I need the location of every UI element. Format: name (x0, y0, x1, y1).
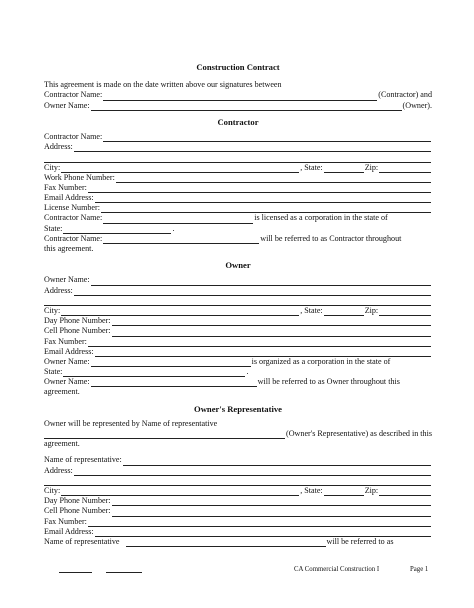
contractor-heading: Contractor (217, 116, 259, 127)
contractor-city-row (44, 163, 432, 173)
intro-contractor-suffix: (Contractor) and (378, 90, 432, 100)
owner-address-row-2 (44, 296, 432, 306)
contractor-refer-label: Contractor Name: (44, 233, 103, 243)
owner-address-field-2[interactable] (44, 297, 431, 306)
owner-corp-state-end: . (246, 367, 249, 377)
rep-intro-text: Owner will be represented by Name of representative (44, 418, 218, 428)
contract-body (44, 62, 432, 547)
contractor-license-field[interactable] (101, 204, 431, 213)
contractor-work-phone-row (44, 173, 432, 183)
owner-address-label: Address: (44, 285, 73, 295)
owner-zip-field[interactable] (379, 307, 431, 316)
rep-zip-label: Zip: (364, 485, 379, 495)
document-title: Construction Contract (196, 62, 280, 72)
initials-line-2[interactable] (106, 572, 142, 573)
owner-refer-label: Owner Name: (44, 377, 90, 387)
contractor-refer-end: this agreement. (44, 244, 94, 254)
owner-corp-name-label: Owner Name: (44, 356, 90, 366)
owner-zip-label: Zip: (364, 305, 379, 315)
contractor-address-row-2 (44, 152, 432, 162)
contractor-refer-end-row (44, 244, 432, 254)
contractor-zip-label: Zip: (364, 162, 379, 172)
rep-address-row (44, 466, 432, 476)
contractor-corp-text: is licensed as a corporation in the state of (254, 213, 388, 223)
contractor-work-phone-field[interactable] (116, 174, 431, 183)
intro-contractor-row (44, 90, 432, 100)
rep-refer-label: Name of representative (44, 536, 120, 546)
owner-city-label: City: (44, 305, 61, 315)
rep-email-field[interactable] (95, 528, 431, 537)
rep-email-label: Email Address: (44, 526, 94, 536)
contractor-city-label: City: (44, 162, 61, 172)
footer-doc-name: CA Commercial Construction I (294, 566, 380, 573)
owner-city-field[interactable] (61, 307, 299, 316)
rep-name-row (44, 455, 432, 465)
owner-name-label: Owner Name: (44, 275, 90, 285)
rep-fax-label: Fax Number: (44, 516, 87, 526)
owner-email-field[interactable] (95, 348, 431, 357)
contractor-email-row (44, 193, 432, 203)
contractor-name-field[interactable] (103, 133, 431, 142)
initials-line-1[interactable] (59, 572, 92, 573)
rep-name-label: Name of representative: (44, 455, 122, 465)
contractor-corp-state-end: . (172, 223, 175, 233)
contractor-state-field[interactable] (324, 164, 364, 173)
rep-city-label: City: (44, 485, 61, 495)
owner-fax-field[interactable] (88, 338, 431, 347)
owner-fax-label: Fax Number: (44, 336, 87, 346)
rep-fax-row (44, 517, 432, 527)
rep-intro-row (44, 419, 432, 429)
rep-name-field[interactable] (123, 457, 431, 466)
rep-address-label: Address: (44, 465, 73, 475)
owner-day-phone-row (44, 316, 432, 326)
owner-refer-text: will be referred to as Owner throughout this (257, 377, 400, 387)
contractor-name-label: Contractor Name: (44, 131, 103, 141)
contractor-work-phone-label: Work Phone Number: (44, 172, 115, 182)
owner-day-phone-field[interactable] (112, 317, 431, 326)
rep-day-phone-row (44, 496, 432, 506)
contractor-corp-name-field[interactable] (103, 215, 253, 224)
contractor-email-label: Email Address: (44, 193, 94, 203)
contractor-corp-state-row (44, 224, 432, 234)
owner-corp-name-field[interactable] (91, 358, 251, 367)
owner-cell-phone-field[interactable] (112, 328, 431, 337)
rep-city-field[interactable] (61, 487, 299, 496)
contractor-address-field-2[interactable] (44, 154, 431, 163)
rep-zip-field[interactable] (379, 487, 431, 496)
rep-cell-phone-label: Cell Phone Number: (44, 506, 111, 516)
owner-corp-state-field[interactable] (63, 368, 245, 377)
owner-heading: Owner (225, 260, 251, 271)
owner-name-row (44, 275, 432, 285)
owner-email-label: Email Address: (44, 346, 94, 356)
rep-email-row (44, 527, 432, 537)
owner-corp-text: is organized as a corporation in the state of (251, 356, 391, 366)
contractor-corp-name-label: Contractor Name: (44, 213, 103, 223)
owner-cell-phone-label: Cell Phone Number: (44, 326, 111, 336)
contractor-license-row (44, 203, 432, 213)
rep-fax-field[interactable] (88, 518, 431, 527)
intro-contractor-label: Contractor Name: (44, 90, 103, 100)
rep-cell-phone-row (44, 506, 432, 516)
contractor-state-label: , State: (300, 162, 323, 172)
rep-address-field[interactable] (74, 467, 431, 476)
intro-owner-name-field[interactable] (91, 102, 402, 111)
intro-line (44, 80, 432, 90)
contractor-address-label: Address: (44, 142, 73, 152)
contractor-refer-row (44, 234, 432, 244)
owner-state-field[interactable] (324, 307, 364, 316)
rep-state-field[interactable] (324, 487, 364, 496)
owner-cell-phone-row (44, 326, 432, 336)
footer-page-number: Page 1 (410, 566, 429, 573)
owner-fax-row (44, 337, 432, 347)
rep-address-field-2[interactable] (44, 477, 431, 486)
contractor-corp-state-field[interactable] (63, 225, 171, 234)
rep-state-label: , State: (300, 485, 323, 495)
intro-owner-row (44, 101, 432, 111)
rep-cell-phone-field[interactable] (112, 508, 431, 517)
rep-day-phone-label: Day Phone Number: (44, 496, 111, 506)
rep-suffix-text: (Owner's Representative) as described in this (286, 429, 432, 439)
owner-corp-state-label: State: (44, 367, 63, 377)
owner-state-label: , State: (300, 305, 323, 315)
owner-refer-field[interactable] (91, 378, 257, 387)
rep-refer-text: will be referred to as (326, 536, 394, 546)
rep-day-phone-field[interactable] (112, 497, 431, 506)
rep-name-line-field[interactable] (44, 430, 285, 439)
owner-name-field[interactable] (91, 277, 431, 286)
owner-refer-row (44, 377, 432, 387)
rep-end-row (44, 439, 432, 449)
owner-corp-row (44, 357, 432, 367)
contractor-address-row (44, 142, 432, 152)
contractor-refer-text: will be referred to as Contractor throughout (260, 233, 402, 243)
rep-name-line-row (44, 429, 432, 439)
owner-email-row (44, 347, 432, 357)
contractor-corp-state-label: State: (44, 223, 63, 233)
owner-city-row (44, 306, 432, 316)
contractor-city-field[interactable] (61, 164, 299, 173)
intro-owner-suffix: (Owner). (402, 100, 432, 110)
contractor-fax-field[interactable] (88, 184, 431, 193)
contractor-name-row (44, 132, 432, 142)
owner-address-field[interactable] (74, 287, 431, 296)
contractor-address-field[interactable] (74, 143, 431, 152)
owner-corp-state-row (44, 367, 432, 377)
contractor-corp-row (44, 213, 432, 223)
intro-contractor-name-field[interactable] (103, 92, 377, 101)
representative-heading: Owner's Representative (194, 403, 282, 414)
rep-address-row-2 (44, 476, 432, 486)
rep-refer-field[interactable] (126, 538, 326, 547)
rep-end-text: agreement. (44, 439, 80, 449)
intro-text: This agreement is made on the date written above our signatures between (44, 80, 282, 90)
owner-day-phone-label: Day Phone Number: (44, 316, 111, 326)
contractor-fax-label: Fax Number: (44, 182, 87, 192)
contractor-fax-row (44, 183, 432, 193)
owner-refer-end-row (44, 387, 432, 397)
owner-address-row (44, 286, 432, 296)
rep-refer-row (44, 537, 432, 547)
contractor-email-field[interactable] (95, 194, 431, 203)
intro-owner-label: Owner Name: (44, 100, 90, 110)
contractor-zip-field[interactable] (379, 164, 431, 173)
rep-city-row (44, 486, 432, 496)
contractor-license-label: License Number: (44, 203, 100, 213)
contractor-refer-field[interactable] (103, 235, 259, 244)
owner-refer-end: agreement. (44, 387, 80, 397)
